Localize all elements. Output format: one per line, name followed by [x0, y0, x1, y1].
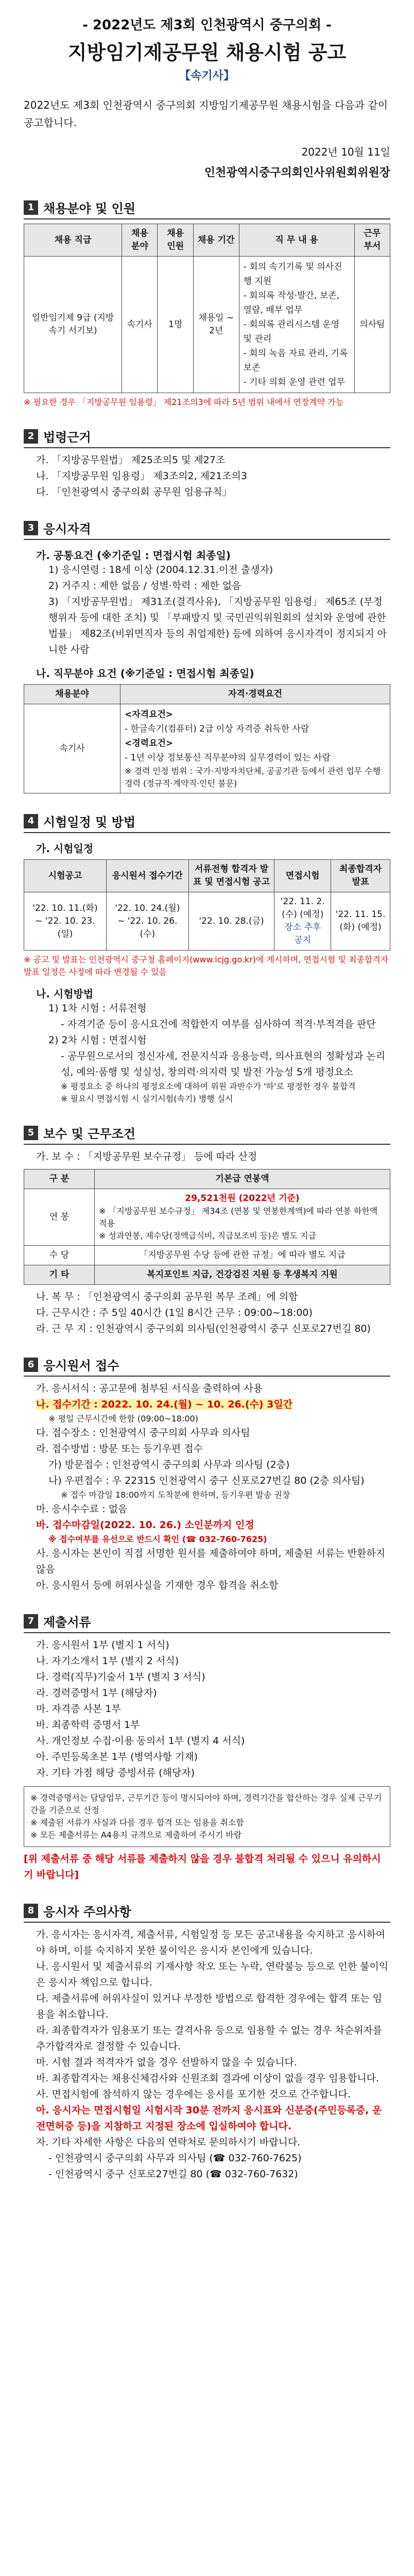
pay-table	[24, 1169, 390, 1285]
table-row	[24, 1265, 390, 1285]
req-item: - 한글속기(컴퓨터) 2급 이상 자격증 취득한 사람	[125, 724, 309, 734]
caution-item: 나. 응시원서 및 제출서류의 기재사항 착오 또는 누락, 연락불능 등으로 인한 불이익은 응시자 책임으로 합니다.	[36, 1961, 389, 1988]
law-item: 가. 「지방공무원법」 제25조의5 및 제27조	[36, 454, 226, 466]
cell-field: 속기사	[24, 704, 120, 793]
section-title	[24, 198, 390, 219]
apply-item: 마. 응시수수료 : 없음	[36, 1503, 128, 1515]
apply-item: 아. 응시원서 등에 허위사실을 기재한 경우 합격을 취소함	[36, 1580, 279, 1591]
doc-item: 자. 기타 가점 해당 증빙서류 (해당자)	[36, 1767, 195, 1778]
section-number: 2	[24, 429, 38, 444]
contact-item: - 인천광역시 중구의회 사무과 의사팀 (☎ 032-760-7625)	[48, 2153, 302, 2164]
pay-item: 나. 복 무 : 「인천광역시 중구의회 공무원 복무 조례」에 의함	[36, 1291, 298, 1302]
section-title	[24, 812, 390, 833]
cell-notice: '22. 10. 11.(화) ~ '22. 10. 23.(일)	[24, 892, 107, 951]
caution-item: 바. 최종합격자는 채용신체검사와 신원조회 결과에 이상이 없을 경우 임용합니다.	[36, 2073, 380, 2084]
law-item: 다. 「인천광역시 중구의회 공무원 임용규칙」	[36, 486, 232, 498]
apply-note: ※ 평일 근무시간에 한함 (09:00~18:00)	[48, 1414, 198, 1423]
pay-item: 다. 근무시간 : 주 5일 40시간 (1일 8시간 근무 : 09:00~18:00)	[36, 1307, 313, 1318]
notice-title: 지방임기제공무원 채용시험 공고	[67, 41, 347, 64]
doc-item: 아. 주민등록초본 1부 (병역사항 기재)	[36, 1751, 198, 1762]
duty-item: - 기타 의회 운영 관련 업무	[243, 377, 345, 387]
apply-item: 라. 접수방법 : 방문 또는 등기우편 접수	[36, 1443, 203, 1454]
pay-item: 가. 보 수 : 「지방공무원 보수규정」 등에 따라 산정	[36, 1151, 257, 1162]
req-heading: <경력요건>	[125, 738, 174, 749]
section-heading: 응시자 주의사항	[43, 1905, 131, 1919]
col-requirements: 자격·경력요건	[120, 685, 390, 704]
docs-warning: [위 제출서류 중 해당 서류를 제출하지 않을 경우 불합격 처리될 수 있으니 유의하시기 바랍니다]	[24, 1853, 381, 1880]
section-title	[24, 519, 390, 540]
section-caution	[24, 1902, 390, 2182]
qualify-common-item: 2) 거주지 : 제한 없음 / 성별·학력 : 제한 없음	[48, 580, 242, 591]
section-apply	[24, 1355, 390, 1594]
cell-count: 1명	[158, 257, 193, 393]
col-doc-pass: 서류전형 합격자 발표 및 면접시험 공고	[188, 860, 274, 892]
notice-date: 2022년 10월 11일	[301, 146, 390, 158]
apply-item: 가. 응시서식 : 공고문에 첨부된 서식을 출력하여 사용	[36, 1383, 263, 1394]
doc-item: 마. 자격증 사본 1부	[36, 1703, 121, 1715]
qualify-common-title: 가. 공통요건 (※기준일 : 면접시험 최종일)	[36, 549, 231, 562]
section-title	[24, 1902, 390, 1923]
qualify-table	[24, 684, 390, 793]
section-title	[24, 1612, 390, 1633]
apply-item: 바. 접수마감일(2022. 10. 26.) 소인분까지 인정	[36, 1519, 254, 1531]
section-heading: 응시자격	[43, 522, 91, 536]
col-apply: 응시원서 접수기간	[106, 860, 188, 892]
salary-amount: 29,521천원 (2022년 기준)	[185, 1193, 300, 1204]
doc-item: 다. 경력(직무)기술서 1부 (별지 3 서식)	[36, 1671, 205, 1683]
duty-item: - 회의 녹음 자료 관리, 기록 보존	[243, 348, 348, 373]
cell-label: 기 타	[24, 1265, 95, 1285]
caution-item: 사. 면접시험에 참석하지 않는 경우에는 응시를 포기한 것으로 간주합니다.	[36, 2089, 351, 2100]
col-period: 채용 기간	[193, 224, 239, 257]
col-category: 구 분	[24, 1170, 95, 1189]
col-notice: 시험공고	[24, 860, 107, 892]
method-item: 1) 1차 시험 : 서류전형	[48, 1003, 147, 1014]
salary-note: ※ 「지방공무원 보수규정」 제34조 (연봉 및 연봉한계액)에 따라 연봉 하한액 적용	[99, 1206, 378, 1228]
section-title	[24, 1355, 390, 1377]
apply-item: 다. 접수장소 : 인천광역시 중구의회 사무과 의사팀	[36, 1427, 250, 1438]
cell-value: 「지방공무원 수당 등에 관한 규정」에 따라 별도 지급	[95, 1246, 390, 1265]
duty-item: - 회의 속기기록 및 의사진행 지원	[243, 262, 342, 286]
section-heading: 채용분야 및 인원	[43, 201, 135, 216]
cell-requirements	[120, 704, 390, 793]
table-row	[24, 704, 390, 793]
section-law	[24, 427, 390, 500]
section-number: 7	[24, 1614, 38, 1629]
caution-item: 가. 응시자는 응시자격, 제출서류, 시험일정 등 모든 공고내용을 숙지하고 응시하여야 하며, 이를 숙지하지 못한 불이익은 응시자 본인에게 있습니다.	[36, 1929, 386, 1956]
caution-item: 라. 최종합격자가 임용포기 또는 결격사유 등으로 임용할 수 없는 경우 차순위자를 추가합격자로 결정할 수 있습니다.	[36, 2025, 383, 2052]
table-row	[24, 892, 390, 951]
method-item: - 공무원으로서의 정신자세, 전문지식과 응용능력, 의사표현의 정확성과 논리성, 예의·품행 및 성실성, 창의력·의지력 및 발전 가능성 5개 평정요소	[61, 1050, 386, 1078]
apply-note: ※ 접수 마감일 18:00까지 도착분에 한하며, 등기우편 발송 권장	[61, 1490, 290, 1500]
recruit-table	[24, 224, 390, 393]
notice-intro: 2022년도 제3회 인천광역시 중구의회 지방임기제공무원 채용시험을 다음과 같이 공고합니다.	[24, 99, 388, 129]
duty-item: - 회의록 관리시스템 운영 및 관리	[243, 319, 340, 344]
section-number: 4	[24, 814, 38, 828]
qualify-common-item: 3) 「지방공무원법」 제31조(결격사유), 「지방공무원 임용령」 제65조 (부정행위자 등에 대한 조치) 및 「부패방지 및 국민권익위원회의 설치와 운영에 관한 법률」 제82조(비위면직자 등의 취업제한) 등에 의하여 응시자격이 정지되지 아니한 사람	[48, 596, 387, 655]
method-note: ※ 필요시 면접시험 시 실기시험(속기) 병행 실시	[61, 1094, 233, 1104]
section-recruit	[24, 198, 390, 409]
apply-note: ※ 접수여부를 유선으로 반드시 확인 (☎ 032-760-7625)	[48, 1534, 267, 1544]
contact-title: 자. 기타 자세한 사항은 다음의 연락처로 문의하시기 바랍니다.	[36, 2137, 301, 2148]
col-dept: 근무 부서	[354, 224, 390, 257]
recruit-footnote: ※ 필요한 경우 「지방공무원 임용령」 제21조의3에 따라 5년 범위 내에서 연장계약 가능	[24, 397, 344, 407]
col-rank: 채용 직급	[24, 224, 122, 257]
section-heading: 시험일정 및 방법	[43, 815, 135, 829]
method-subtitle: 나. 시험방법	[36, 988, 94, 1000]
section-heading: 보수 및 근무조건	[43, 1127, 135, 1141]
cell-label: 수 당	[24, 1246, 95, 1265]
apply-item: 사. 응시자는 본인이 직접 서명한 원서를 제출하여야 하며, 제출된 서류는 반환하지 않음	[36, 1548, 386, 1575]
schedule-table	[24, 859, 390, 951]
doc-item: 라. 경력증명서 1부 (해당자)	[36, 1687, 157, 1699]
table-row	[24, 257, 390, 393]
section-heading: 제출서류	[43, 1615, 91, 1630]
interview-place: 장소 추후 공지	[284, 922, 321, 945]
doc-note: ※ 경력증명서는 담당업무, 근무기간 등이 명시되어야 하며, 경력기간을 합산하는 경우 실제 근무기간을 기준으로 산정	[30, 1793, 382, 1815]
cell-rank: 일반임기제 9급 (지방속기 서기보)	[24, 257, 122, 393]
section-heading: 법령근거	[43, 430, 91, 445]
notice-top-line: - 2022년도 제3회 인천광역시 중구의회 -	[82, 18, 332, 33]
cell-value: 복지포인트 지급, 건강검진 지원 등 후생복지 지원	[95, 1265, 390, 1285]
doc-note: ※ 제출된 서류가 사실과 다를 경우 합격 또는 임용을 취소함	[30, 1818, 244, 1827]
law-item: 나. 「지방공무원 임용령」 제3조의2, 제21조의3	[36, 470, 247, 482]
salary-note: ※ 성과연봉, 제수당(정액급식비, 직급보조비 등)은 별도 지급	[99, 1231, 317, 1241]
col-count: 채용 인원	[158, 224, 193, 257]
apply-period: 나. 접수기간 : 2022. 10. 24.(월) ~ 10. 26.(수) 3일간	[36, 1399, 293, 1410]
contact-item: - 인천광역시 중구 신포로27번길 80 (☎ 032-760-7632)	[48, 2168, 298, 2180]
interview-date: '22. 11. 2.(수) (예정)	[280, 896, 325, 920]
section-schedule	[24, 812, 390, 1105]
notice-issuer: 인천광역시중구의회인사위원회위원장	[204, 166, 390, 179]
col-duties: 직 무 내 용	[239, 224, 354, 257]
col-amount: 기본급 연봉액	[95, 1170, 390, 1189]
cell-final: '22. 11. 15.(화) (예정)	[331, 892, 390, 951]
req-item: - 1년 이상 정보통신 직무분야의 실무경력이 있는 사람	[125, 753, 331, 763]
caution-item: 마. 시험 결과 적격자가 없을 경우 선발하지 않을 수 있습니다.	[36, 2057, 297, 2068]
section-number: 5	[24, 1126, 38, 1140]
doc-item: 나. 자기소개서 1부 (별지 2 서식)	[36, 1655, 179, 1667]
cell-dept: 의사팀	[354, 257, 390, 393]
doc-item: 사. 개인정보 수집·이용 동의서 1부 (별지 4 서식)	[36, 1735, 245, 1747]
pay-item: 라. 근 무 지 : 인천광역시 중구의회 의사팀(인천광역시 중구 신포로27번길 80)	[36, 1323, 371, 1334]
docs-notes-box	[24, 1786, 390, 1847]
col-final: 최종합격자 발표	[331, 860, 390, 892]
section-title	[24, 1124, 390, 1145]
method-item: 2) 2차 시험 : 면접시험	[48, 1035, 147, 1046]
notice-field-tag: 【속기사】	[179, 70, 235, 82]
table-row	[24, 1189, 390, 1246]
section-title	[24, 427, 390, 448]
doc-note: ※ 모든 제출서류는 A4용지 규격으로 제출하여 주시기 바람	[30, 1830, 242, 1840]
section-heading: 응시원서 접수	[43, 1359, 119, 1373]
schedule-subtitle: 가. 시험일정	[36, 842, 94, 855]
col-field: 채용 분야	[122, 224, 158, 257]
col-field: 채용분야	[24, 685, 120, 704]
table-row	[24, 1246, 390, 1265]
section-qualify	[24, 519, 390, 793]
cell-field: 속기사	[122, 257, 158, 393]
apply-item: 나) 우편접수 : 우 22315 인천광역시 중구 신포로27번길 80 (2층 의사팀)	[48, 1475, 365, 1486]
cell-period: 채용일 ~ 2년	[193, 257, 239, 393]
caution-item: 아. 응시자는 면접시험일 시험시작 30분 전까지 응시표와 신분증(주민등록증, 운전면허증 등)을 지참하고 지정된 장소에 입실하여야 합니다.	[36, 2105, 382, 2132]
apply-item: 가) 방문접수 : 인천광역시 중구의회 사무과 의사팀 (2층)	[48, 1459, 290, 1470]
cell-duties	[239, 257, 354, 393]
caution-item: 다. 제출서류에 허위사실이 있거나 부정한 방법으로 합격한 경우에는 합격 또는 임용을 취소합니다.	[36, 1993, 383, 2020]
qualify-common-item: 1) 응시연령 : 18세 이상 (2004.12.31.이전 출생자)	[48, 564, 273, 575]
duty-item: - 회의록 작성·발간, 보존, 열람, 배부 업무	[243, 291, 339, 315]
section-number: 3	[24, 521, 38, 535]
apply-item	[24, 1397, 390, 1413]
schedule-footnote: ※ 공고 및 발표는 인천광역시 중구청 홈페이지(www.icjg.go.kr)에 게시하며, 면접시험 및 최종합격자 발표 일정은 사정에 따라 변경될 수 있음	[24, 955, 389, 977]
cell-interview	[274, 892, 331, 951]
cell-label: 연 봉	[24, 1189, 95, 1246]
doc-item: 바. 최종학력 증명서 1부	[36, 1719, 140, 1731]
method-note: ※ 평정요소 중 하나의 평정요소에 대하여 위원 과반수가 '하'로 평정한 경우 불합격	[61, 1081, 356, 1091]
qualify-job-title: 나. 직무분야 요건 (※기준일 : 면접시험 최종일)	[36, 667, 254, 680]
req-heading: <자격요건>	[125, 709, 174, 720]
cell-doc-pass: '22. 10. 28.(금)	[188, 892, 274, 951]
col-interview: 면접시험	[274, 860, 331, 892]
section-pay	[24, 1124, 390, 1337]
cell-apply: '22. 10. 24.(월) ~ '22. 10. 26.(수)	[106, 892, 188, 951]
section-number: 1	[24, 200, 38, 215]
section-number: 8	[24, 1904, 38, 1918]
cell-value	[95, 1189, 390, 1246]
doc-item: 가. 응시원서 1부 (별지 1 서식)	[36, 1639, 169, 1651]
method-item: - 자격기준 등이 응시요건에 적합한지 여부를 심사하여 적격·부적격을 판단	[61, 1019, 376, 1030]
section-number: 6	[24, 1358, 38, 1372]
req-note: ※ 경력 인정 범위 : 국가·지방자치단체, 공공기관 등에서 관련 업무 수행 경력 (정규직·계약직·인턴 불문)	[125, 766, 381, 788]
section-docs	[24, 1612, 390, 1883]
